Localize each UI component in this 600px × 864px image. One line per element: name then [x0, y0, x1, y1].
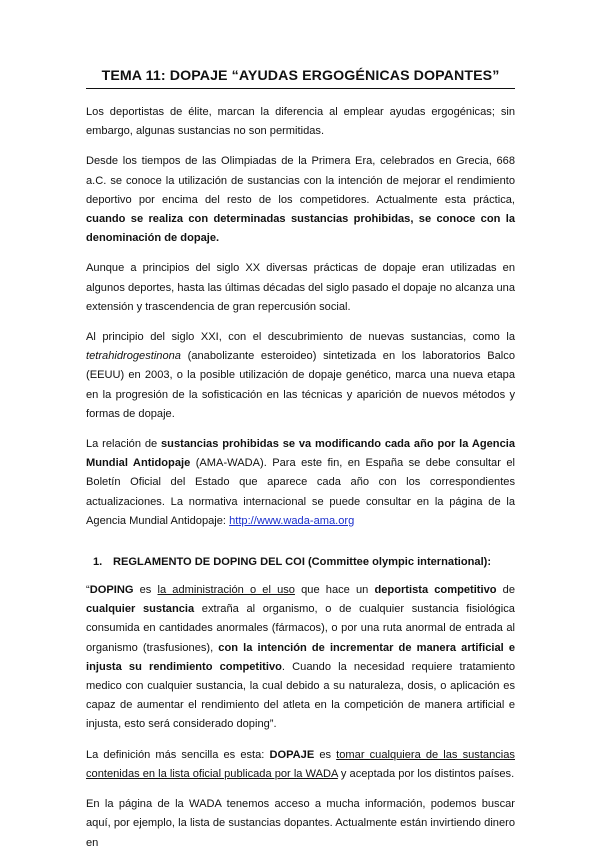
- paragraph-history: [86, 152, 515, 248]
- section-heading-1: [86, 553, 515, 572]
- thg-term: tetrahidrogestinona: [86, 350, 181, 363]
- history-text: Desde los tiempos de las Olimpiadas de la Primera Era, celebrados en Grecia, 668 a.C. se conoce la utilización de sustancias con la intención de mejorar el rendimiento deportivo por encima del resto de los competidores. Actualmente esta práctica,: [86, 155, 515, 206]
- p6-b4: con la intención de incrementar de manera artificial e injusta su rendimiento competitivo: [86, 641, 515, 673]
- p7-text-b: es: [314, 748, 337, 761]
- paragraph-21st-century: [86, 328, 515, 424]
- p6-t5: . Cuando la necesidad requiere tratamiento medico con cualquier sustancia, la cual debido a su naturaleza, dosis, o aplicación es capaz de aumentar el rendimiento del atleta en la competición de manera artificial e injusta, esto será considerado doping”.: [86, 660, 516, 731]
- document-page: [86, 68, 515, 864]
- paragraph-doping-definition: [86, 581, 515, 735]
- open-quote: “: [86, 584, 90, 597]
- document-title: TEMA 11: DOPAJE “AYUDAS ERGOGÉNICAS DOPANTES”: [86, 68, 515, 89]
- paragraph-simple-definition: [86, 746, 515, 784]
- paragraph-wada-page: En la página de la WADA tenemos acceso a mucha información, podemos buscar aquí, por ejemplo, la lista de sustancias dopantes. Actualmente están invirtiendo dinero en: [86, 798, 515, 849]
- p5-text-a: La relación de: [86, 438, 162, 451]
- p6-t4: extraña al organismo, o de cualquier sustancia fisiológica consumida en cantidades anormales (fármacos), o por una ruta anormal de entrada al organismo (trasfusiones),: [86, 603, 515, 654]
- section-number: 1.: [93, 556, 103, 569]
- section-title: REGLAMENTO DE DOPING DEL COI (Committee olympic international):: [113, 556, 492, 569]
- p6-t2: que hace un: [294, 584, 375, 597]
- p6-b3: cualquier sustancia: [86, 603, 195, 616]
- p5-text-b: (AMA-WADA). Para este fin, en España se debe consultar el Boletín Oficial del Estado que aparece cada año con los correspondientes actualizaciones. La normativa internacional se puede consultar en la página de la Agencia Mundial Antidopaje:: [86, 457, 515, 527]
- wada-link[interactable]: http://www.wada-ama.org: [229, 514, 355, 527]
- p5-bold: sustancias prohibidas se va modificando cada año por la Agencia Mundial Antidopaje: [86, 438, 515, 470]
- paragraph-wada-list: [86, 435, 515, 531]
- doping-term: DOPING: [89, 584, 134, 597]
- p6-underline: la administración o el uso: [157, 584, 295, 597]
- paragraph-20th-century: Aunque a principios del siglo XX diversas prácticas de dopaje eran utilizadas en algunos deportes, hasta las últimas décadas del siglo pasado el dopaje no alcanza una extensión y trascendencia de gran repercusión social.: [86, 262, 515, 313]
- p6-t3: de: [496, 584, 516, 597]
- p6-t1: es: [133, 584, 158, 597]
- paragraph-intro: Los deportistas de élite, marcan la diferencia al emplear ayudas ergogénicas; sin embargo, algunas sustancias no son permitidas.: [86, 106, 515, 138]
- p7-text-c: y aceptada por los distintos países.: [337, 767, 515, 780]
- p7-text-a: La definición más sencilla es esta:: [86, 748, 270, 761]
- history-bold: cuando se realiza con determinadas sustancias prohibidas, se conoce con la denominación de dopaje.: [86, 213, 515, 245]
- p4-text-b: (anabolizante esteroideo) sintetizada en los laboratorios Balco (EEUU) en 2003, o la posible utilización de dopaje genético, marca una nueva etapa en la progresión de la sofisticación en las técnicas y aparición de nuevos métodos y formas de dopaje.: [86, 350, 515, 420]
- dopaje-term: DOPAJE: [269, 748, 315, 761]
- p6-b2: deportista competitivo: [374, 584, 497, 597]
- p4-text-a: Al principio del siglo XXI, con el descubrimiento de nuevas sustancias, como la: [86, 331, 515, 344]
- p7-underline: tomar cualquiera de las sustancias contenidas en la lista oficial publicada por la WADA: [86, 748, 515, 780]
